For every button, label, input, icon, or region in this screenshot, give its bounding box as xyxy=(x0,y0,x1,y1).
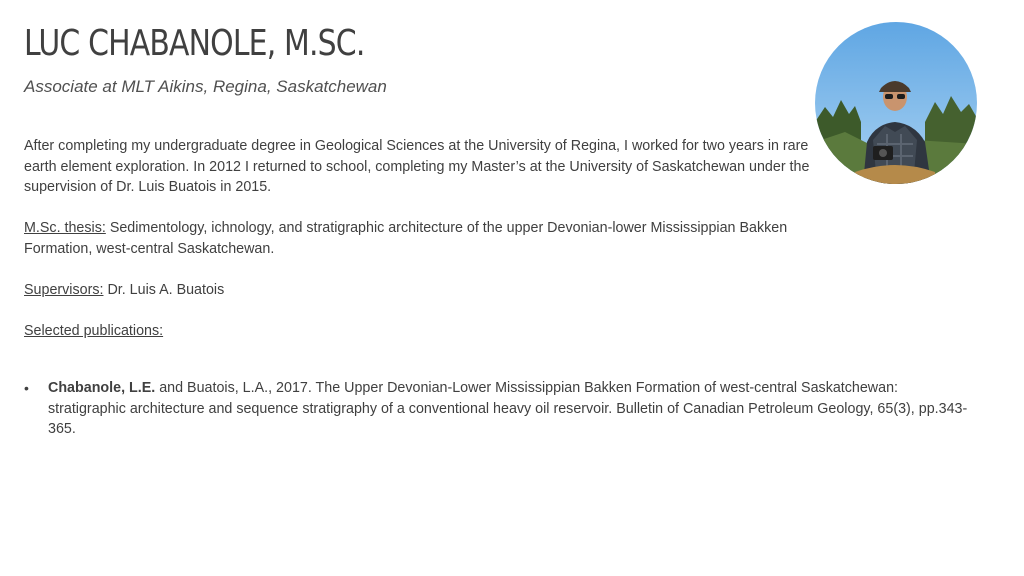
bio-section xyxy=(24,136,824,341)
bullet-icon: • xyxy=(24,380,29,396)
publication-list xyxy=(24,378,969,440)
supervisors-text: Dr. Luis A. Buatois xyxy=(103,281,225,298)
publication-rest: and Buatois, L.A., 2017. The Upper Devonian-Lower Mississippian Bakken Formation of west-central Saskatchewan: stratigraphic architecture and sequence stratigraphy of a conventional heavy oil reservoir. Bulletin of Canadian Petroleum Geology, 65(3), pp.343-365. xyxy=(48,380,968,437)
supervisors-label: Supervisors: xyxy=(24,281,104,298)
page-title: LUC CHABANOLE, M.SC. xyxy=(24,23,365,64)
publication-text xyxy=(48,378,969,440)
profile-photo xyxy=(815,22,977,184)
bio-paragraph: After completing my undergraduate degree in Geological Sciences at the University of Regina, I worked for two years in rare earth element exploration. In 2012 I returned to school, completing my Master’s at the University of Saskatchewan under the supervision of Dr. Luis Buatois in 2015. xyxy=(24,138,810,195)
supervisors-paragraph xyxy=(24,280,824,301)
thesis-label: M.Sc. thesis: xyxy=(24,220,106,236)
profile-photo-image xyxy=(815,22,977,184)
publications-heading: Selected publications: xyxy=(24,322,164,339)
list-item xyxy=(24,378,969,440)
publication-author: Chabanole, L.E. xyxy=(48,380,156,396)
position-subtitle: Associate at MLT Aikins, Regina, Saskatchewan xyxy=(24,77,387,96)
thesis-paragraph xyxy=(24,218,824,259)
thesis-text: Sedimentology, ichnology, and stratigraphic architecture of the upper Devonian-lower Mississippian Bakken Formation, west-central Saskatchewan. xyxy=(24,220,788,257)
